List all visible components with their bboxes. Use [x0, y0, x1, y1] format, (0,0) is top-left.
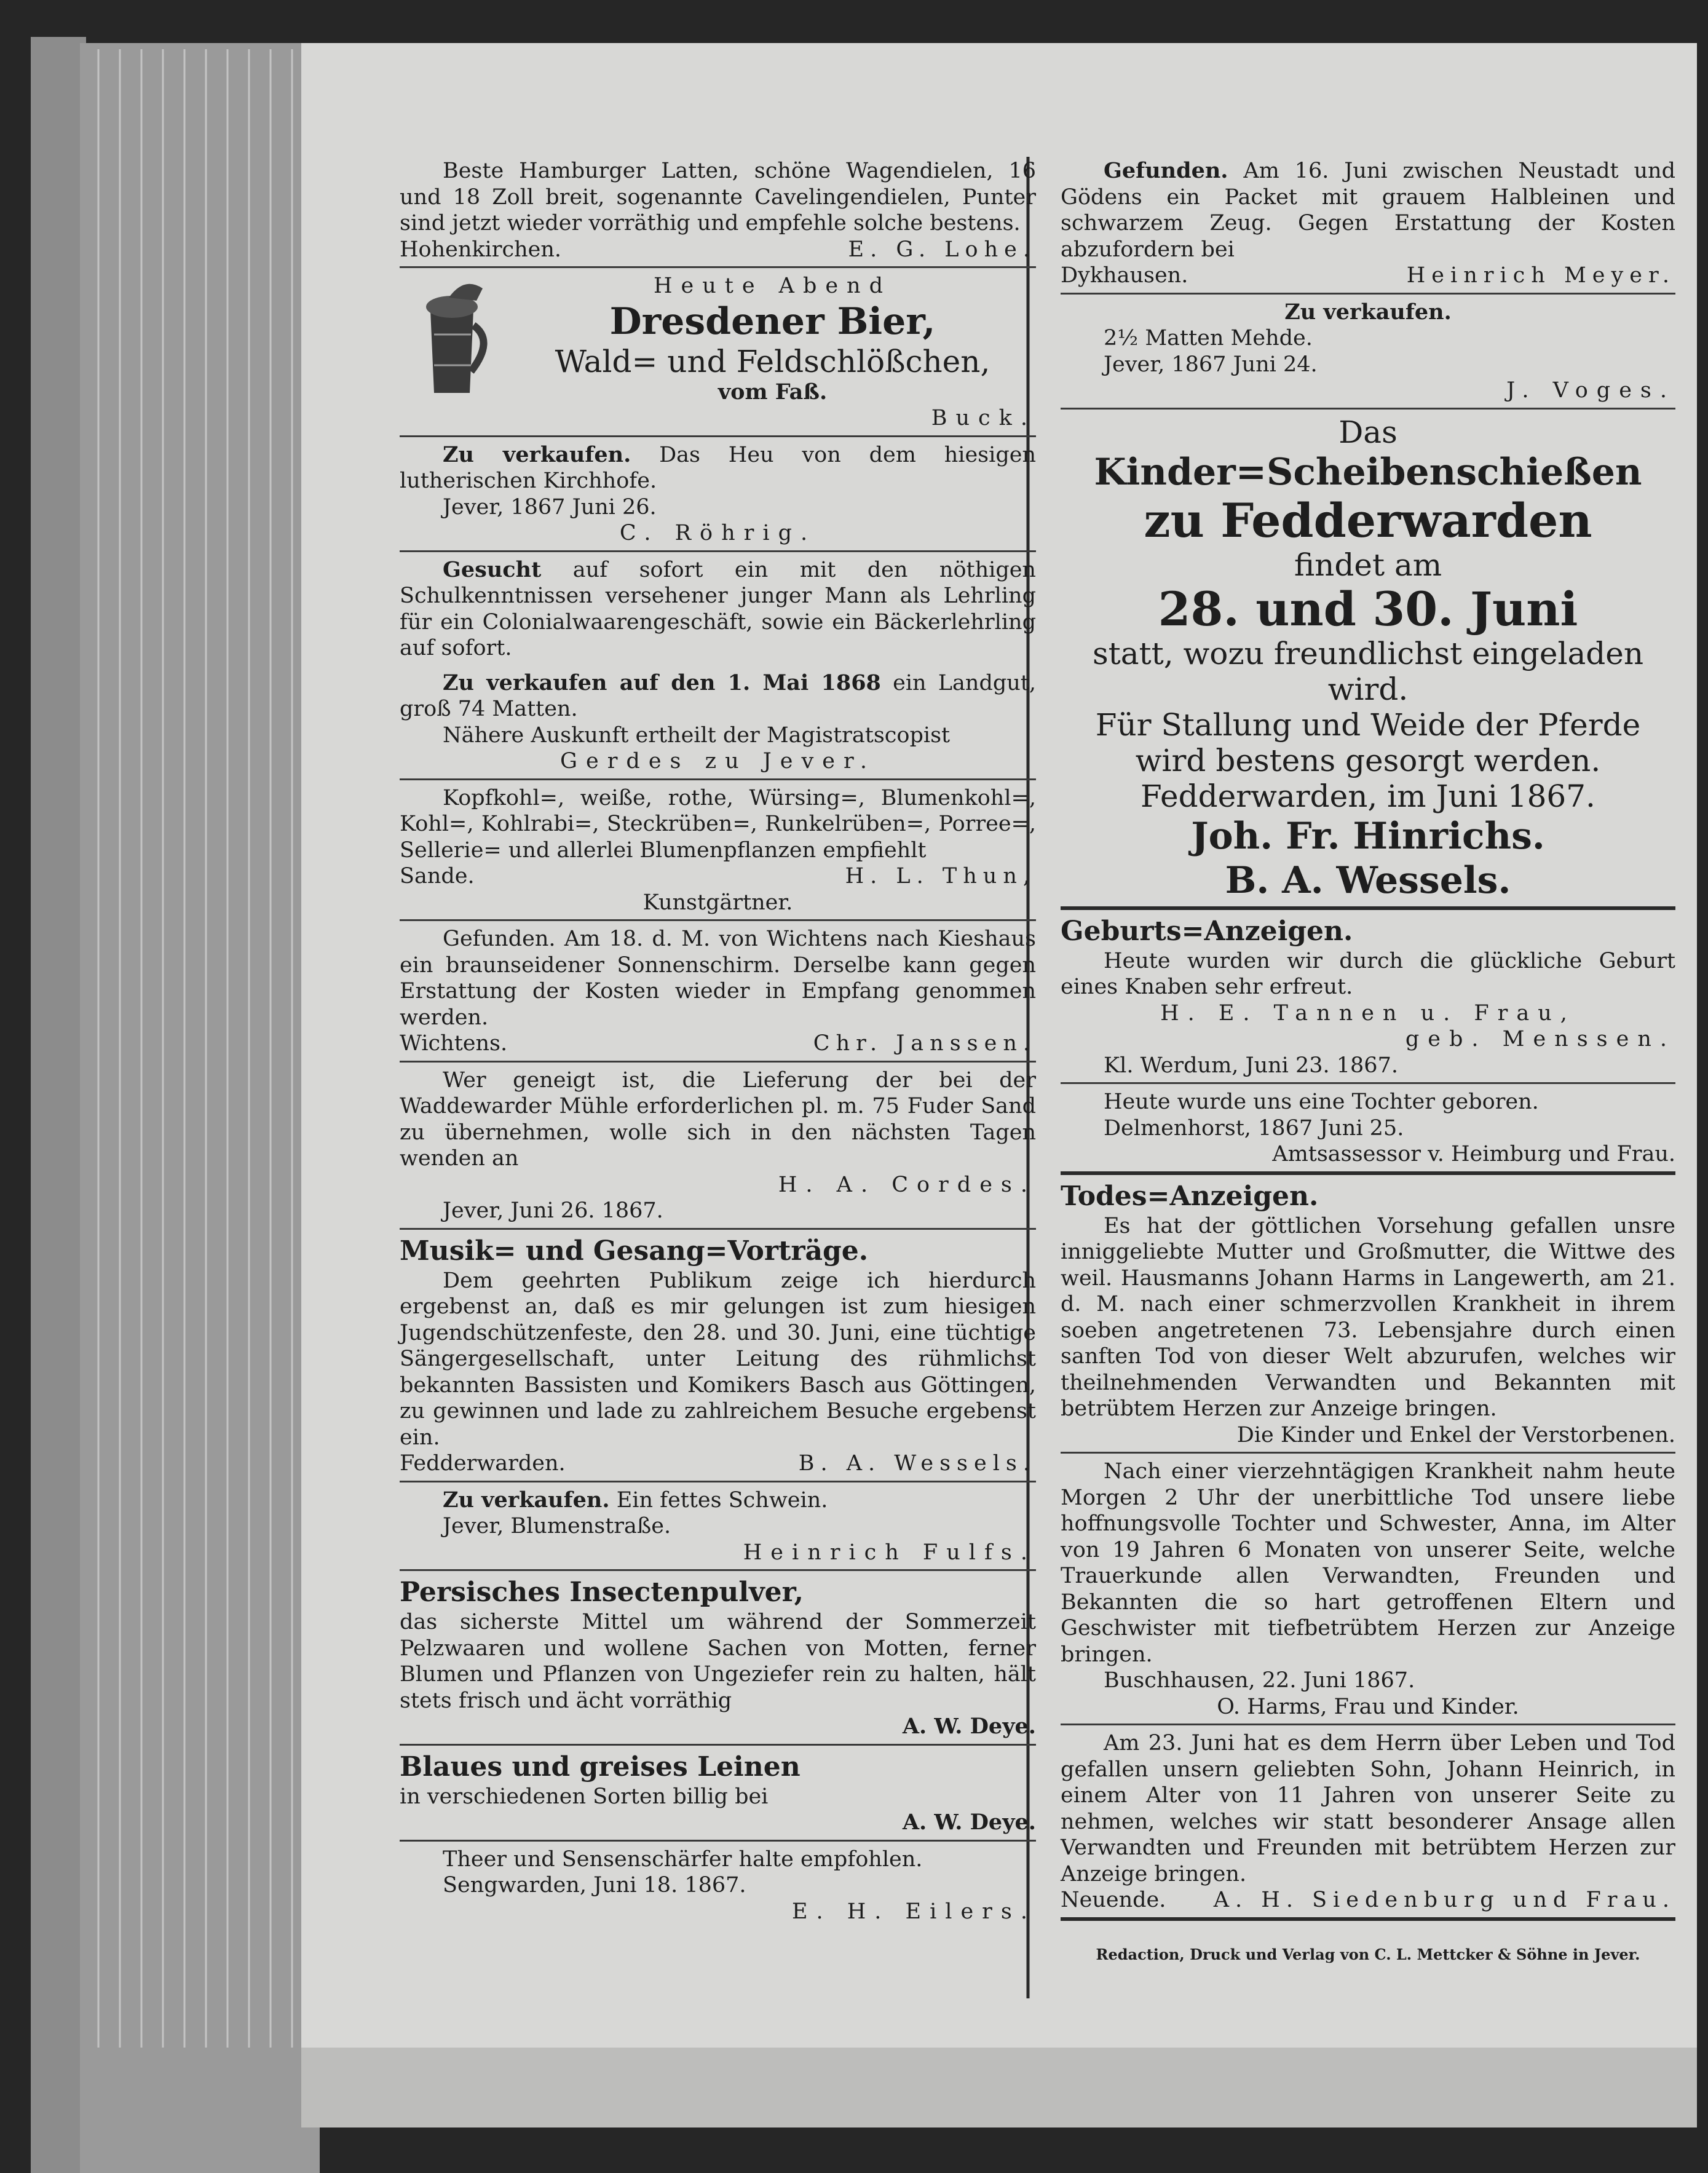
ad-landgut-text: ein Landgut, groß 74 Matten.	[400, 670, 1036, 721]
ad-kohl-signature-row	[400, 863, 1036, 890]
ad-sand-signature: H. A. Cordes.	[778, 1172, 1036, 1197]
ad-schwein-body	[400, 1487, 1036, 1514]
ad-heu-lead: Zu verkaufen.	[443, 441, 631, 467]
ad-leinen-signature: A. W. Deye.	[902, 1810, 1036, 1835]
ad-schwein-signature: Heinrich Fulfs.	[743, 1540, 1036, 1565]
ad-gefunden-signature-row	[1061, 263, 1675, 289]
ad-latten-place: Hohenkirchen.	[400, 237, 562, 262]
tod-johann-heinrich	[1061, 1729, 1675, 1921]
ad-schiessen-line8: Fedderwarden, im Juni 1867.	[1141, 778, 1595, 814]
geburt-sig1b: geb. Menssen.	[1405, 1027, 1675, 1051]
ad-schirm-signature: Chr. Janssen.	[813, 1031, 1036, 1056]
ad-schiessen-line3: zu Fedderwarden	[1144, 493, 1592, 548]
ad-leinen	[400, 1749, 1036, 1842]
ad-leinen-title: Blaues und greises Leinen	[400, 1751, 801, 1783]
ad-schiessen-line1: Das	[1338, 414, 1398, 450]
ad-insectenpulver	[400, 1575, 1036, 1746]
todes-anzeigen	[1061, 1179, 1675, 1454]
ad-bier-title: Dresdener Bier,	[609, 299, 936, 343]
ad-insect-title: Persisches Insectenpulver,	[400, 1577, 804, 1608]
ad-gefunden-body	[1061, 158, 1675, 263]
ad-gefunden-packet	[1061, 157, 1675, 295]
ad-sand	[400, 1066, 1036, 1230]
ad-gesucht-lead: Gesucht	[443, 556, 542, 582]
ad-musik-text: Dem geehrten Publikum zeige ich hierdurch ergebenst an, daß es mir gelungen ist zum hiesigen Jugendschützenfeste, den 28. und 30. Juni, eine tüchtige Sängergesellschaft, unter Leitung des rühmlichst bekannten Bassisten und Komikers Basch aus Göttingen, zu gewinnen und lade zu zahlreichem Besuche ergebenst ein.	[400, 1268, 1036, 1450]
ad-bier-intro: Heute Abend	[653, 274, 892, 298]
ad-heu-signature: C. Röhrig.	[619, 521, 816, 545]
tod-text2: Nach einer vierzehntägigen Krankheit nahm heute Morgen 2 Uhr der unerbittliche Tod unsere liebe hoffnungsvolle Tochter und Schwester, Anna, im Alter von 19 Jahren 6 Monaten von unserer Seite, welche Trauerkunde allen Verwandten, Freunden und Bekannten die so hart getroffenen Eltern und Geschwister mit tiefbetrübtem Herzen zur Anzeige bringen.	[1061, 1459, 1675, 1667]
ad-sand-text: Wer geneigt ist, die Lieferung der bei der Waddewarder Mühle erforderlichen pl. m. 75 Fuder Sand zu übernehmen, wolle sich in den nächsten Tagen wenden an	[400, 1067, 1036, 1171]
ad-landgut-info: Nähere Auskunft ertheilt der Magistratscopist	[443, 722, 951, 748]
ad-insect-signature: A. W. Deye.	[902, 1714, 1036, 1739]
ad-latten-signature: E. G. Lohe.	[848, 237, 1036, 262]
ad-insect-text: das sicherste Mittel um während der Sommerzeit Pelzwaaren und wollene Sachen von Motten, ferner Blumen und Pflanzen von Ungeziefer rein zu halten, hält stets frisch und ächt vorräthig	[400, 1610, 1036, 1713]
tod-sig3: A. H. Siedenburg und Frau.	[1213, 1888, 1675, 1912]
ad-mehde-heading: Zu verkaufen.	[1284, 299, 1452, 325]
ad-theer-date: Sengwarden, Juni 18. 1867.	[443, 1873, 746, 1898]
ad-kohl-text: Kopfkohl=, weiße, rothe, Würsing=, Blumenkohl=, Kohl=, Kohlrabi=, Steckrüben=, Runkelrüben=, Porree=, Sellerie= und allerlei Blumenpflanzen empfiehlt	[400, 785, 1036, 863]
ad-theer	[400, 1845, 1036, 1929]
ad-musik	[400, 1233, 1036, 1482]
ad-leinen-text: in verschiedenen Sorten billig bei	[400, 1784, 769, 1809]
ad-schwein-place: Jever, Blumenstraße.	[443, 1514, 671, 1538]
geburts-anzeigen	[1061, 914, 1675, 1085]
left-column	[400, 157, 1036, 1932]
ad-schiessen-line6: statt, wozu freundlichst eingeladen wird.	[1092, 635, 1644, 707]
ad-dresdener-bier	[400, 272, 1036, 437]
ad-heu-text: Das Heu von dem hiesigen lutherischen Kirchhofe.	[400, 442, 1036, 493]
ad-heu-date: Jever, 1867 Juni 26.	[443, 494, 657, 520]
right-column	[1061, 157, 1675, 1982]
ad-mehde-date: Jever, 1867 Juni 24.	[1104, 352, 1318, 377]
ad-bier-line: vom Faß.	[718, 379, 828, 405]
ad-musik-title: Musik= und Gesang=Vorträge.	[400, 1235, 869, 1267]
ad-bier-signature: Buck.	[931, 406, 1036, 430]
tod-heading: Todes=Anzeigen.	[1061, 1180, 1319, 1212]
ad-mehde	[1061, 298, 1675, 410]
ad-musik-signature: B. A. Wessels.	[798, 1451, 1036, 1476]
ad-musik-place: Fedderwarden.	[400, 1451, 566, 1476]
ad-schwein	[400, 1486, 1036, 1572]
tod-text1: Es hat der göttlichen Vorsehung gefallen unsre inniggeliebte Mutter und Großmutter, die Wittwe des weil. Hausmanns Johann Harms in Langewerth, am 21. d. M. nach einer schmerzvollen Krankheit in ihrem soeben angetretenen 73. Lebensjahre durch einen sanften Tod von dieser Welt abzurufen, welches wir theilnehmenden Verwandten und Bekannten mit betrübtem Herzen zur Anzeige bringen.	[1061, 1213, 1675, 1421]
tod-text3: Am 23. Juni hat es dem Herrn über Leben und Tod gefallen unsern geliebten Sohn, Johann Heinrich, in einem Alter von 11 Jahren von unserer Seite zu nehmen, welches wir statt besonderer Ansage allen Verwandten und Freunden mit betrübtem Herzen zur Anzeige bringen.	[1061, 1731, 1675, 1886]
ad-mehde-text: 2½ Matten Mehde.	[1104, 326, 1313, 350]
ad-gesucht-body	[400, 557, 1036, 662]
ad-heu-body	[400, 442, 1036, 494]
ad-schiessen-line4: findet am	[1294, 547, 1442, 583]
geburt-text1: Heute wurden wir durch die glückliche Geburt eines Knaben sehr erfreut.	[1061, 948, 1675, 999]
ad-latten	[400, 157, 1036, 268]
tod-place3: Neuende.	[1061, 1888, 1166, 1912]
ad-scheibenschiessen	[1061, 413, 1675, 910]
tod-sig2: O. Harms, Frau und Kinder.	[1217, 1694, 1519, 1719]
ad-landgut-lead: Zu verkaufen auf den 1. Mai 1868	[443, 670, 881, 695]
geburt-sig1: H. E. Tannen u. Frau,	[1160, 1000, 1576, 1026]
ad-theer-signature: E. H. Eilers.	[791, 1899, 1036, 1924]
ad-schirm-signature-row	[400, 1031, 1036, 1057]
ad-mehde-signature: J. Voges.	[1506, 378, 1675, 403]
geburt-text2: Heute wurde uns eine Tochter geboren.	[1104, 1090, 1539, 1114]
ad-landgut	[400, 669, 1036, 780]
ad-gefunden-text: Am 16. Juni zwischen Neustadt und Gödens ein Packet mit grauem Halbleinen und schwarzem Zeug. Gegen Erstattung der Kosten abzufordern bei	[1061, 159, 1675, 262]
ad-schiessen-line5: 28. und 30. Juni	[1158, 581, 1578, 636]
ad-schirm-text: Gefunden. Am 18. d. M. von Wichtens nach Kieshaus ein braunseidener Sonnenschirm. Derselbe kann gegen Erstattung der Kosten wieder in Empfang genommen werden.	[400, 927, 1036, 1030]
imprint-footer: Redaction, Druck und Verlag von C. L. Mettcker & Söhne in Jever.	[1096, 1945, 1640, 1963]
ad-theer-text: Theer und Sensenschärfer halte empfohlen.	[443, 1846, 923, 1872]
beer-mug-icon	[406, 273, 498, 396]
ad-musik-signature-row	[400, 1451, 1036, 1477]
ad-kohl-place: Sande.	[400, 864, 475, 889]
geburt-tochter	[1061, 1088, 1675, 1175]
ad-landgut-body	[400, 670, 1036, 722]
ad-kohl-title: Kunstgärtner.	[642, 890, 793, 915]
ad-kohl	[400, 784, 1036, 922]
tod-place2: Buschhausen, 22. Juni 1867.	[1104, 1668, 1415, 1693]
ad-gesucht-text: auf sofort ein mit den nöthigen Schulkenntnissen versehener junger Mann als Lehrling für ein Colonialwaarengeschäft, sowie ein Bäckerlehrling auf sofort.	[400, 557, 1036, 660]
ad-schiessen-line7: Für Stallung und Weide der Pferde wird bestens gesorgt werden.	[1095, 707, 1641, 778]
geburt-place1: Kl. Werdum, Juni 23. 1867.	[1104, 1053, 1398, 1078]
ad-schirm	[400, 925, 1036, 1063]
tod-sig1: Die Kinder und Enkel der Verstorbenen.	[1236, 1422, 1675, 1447]
ad-schwein-text: Ein fettes Schwein.	[616, 1487, 828, 1513]
ad-gefunden-place: Dykhausen.	[1061, 263, 1188, 288]
tod-sig3-row	[1061, 1887, 1675, 1914]
ad-gefunden-signature: Heinrich Meyer.	[1406, 263, 1675, 288]
ad-latten-signature-row	[400, 237, 1036, 263]
ad-schiessen-sig1: Joh. Fr. Hinrichs.	[1191, 814, 1545, 858]
ad-schirm-place: Wichtens.	[400, 1031, 508, 1056]
tod-anna	[1061, 1457, 1675, 1725]
ad-kohl-signature: H. L. Thun,	[845, 864, 1036, 889]
ad-schwein-lead: Zu verkaufen.	[443, 1487, 610, 1513]
ad-heu	[400, 441, 1036, 552]
ad-bier-subtitle: Wald= und Feldschlößchen,	[555, 343, 990, 379]
ad-gefunden-lead: Gefunden.	[1104, 158, 1228, 183]
ad-landgut-signature: Gerdes zu Jever.	[560, 749, 876, 774]
ad-schiessen-line2: Kinder=Scheibenschießen	[1094, 450, 1642, 494]
geburt-place2: Delmenhorst, 1867 Juni 25.	[1104, 1115, 1404, 1141]
ad-schiessen-sig2: B. A. Wessels.	[1225, 858, 1511, 902]
ad-latten-text: Beste Hamburger Latten, schöne Wagendielen, 16 und 18 Zoll breit, sogenannte Cavelingendielen, Punter sind jetzt wieder vorräthig und empfehle solche bestens.	[400, 159, 1036, 236]
geburt-heading: Geburts=Anzeigen.	[1061, 915, 1353, 947]
ad-sand-date: Jever, Juni 26. 1867.	[443, 1198, 663, 1223]
ad-gesucht	[400, 556, 1036, 665]
geburt-sig2: Amtsassessor v. Heimburg und Frau.	[1272, 1142, 1675, 1166]
